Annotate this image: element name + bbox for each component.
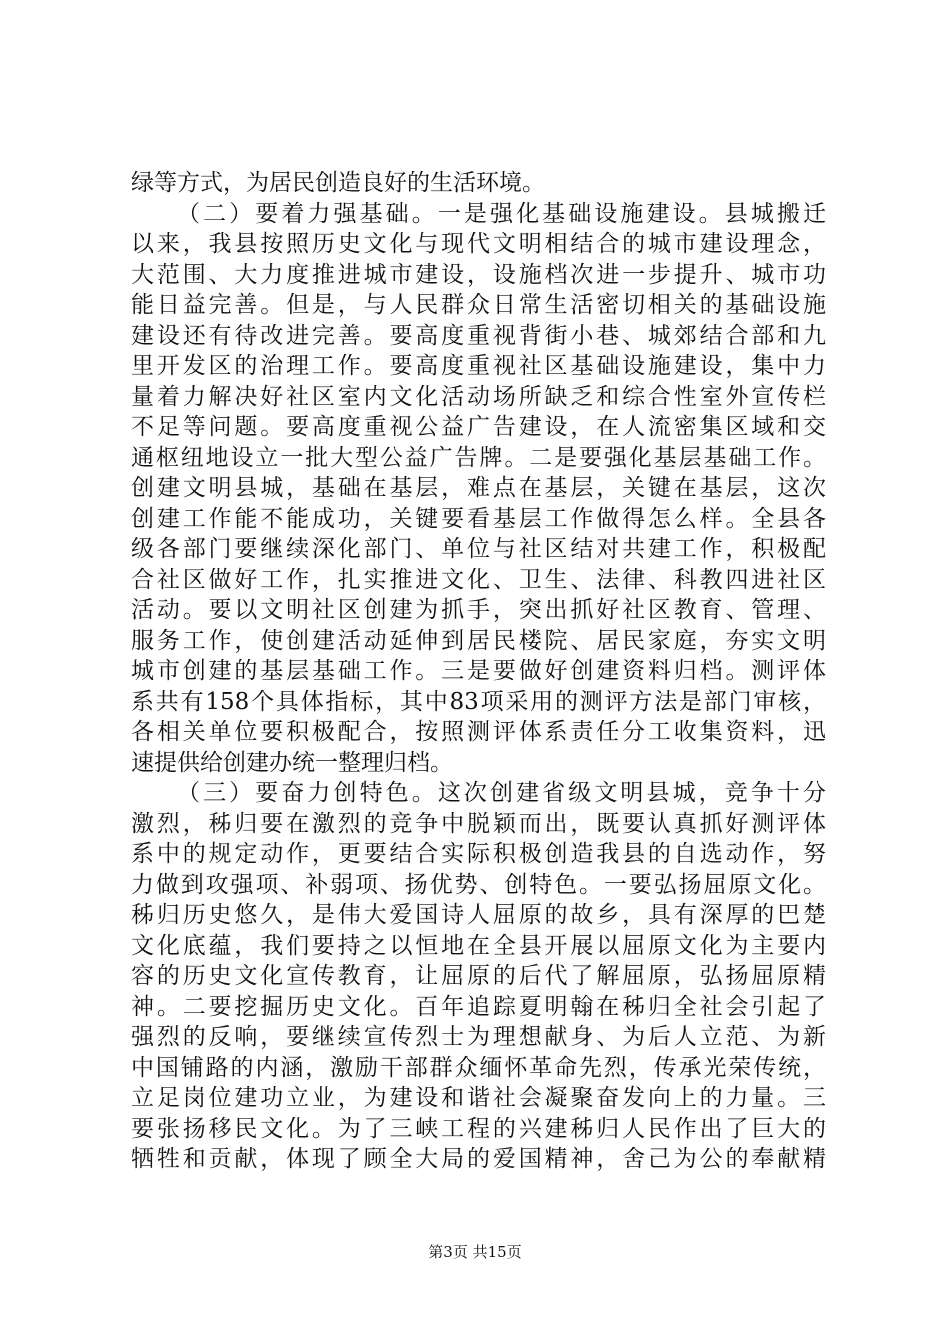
text-line-17: 城市创建的基层基础工作。三是要做好创建资料归档。测评体 [131,658,826,684]
text-line-21: （三）要奋力创特色。这次创建省级文明县城，竞争十分 [177,780,826,806]
text-line-06: 建设还有待改进完善。要高度重视背街小巷、城郊结合部和九 [131,322,826,349]
text-line-04: 大范围、大力度推进城市建设，设施档次进一步提升、城市功 [131,261,826,288]
text-line-08: 量着力解决好社区室内文化活动场所缺乏和综合性室外宣传栏 [131,383,826,410]
text-line-22: 激烈，秭归要在激烈的竞争中脱颖而出，既要认真抓好测评体 [131,810,826,837]
text-line-26: 文化底蕴，我们要持之以恒地在全县开展以屈原文化为主要内 [131,932,826,959]
text-line-32: 要张扬移民文化。为了三峡工程的兴建秭归人民作出了巨大的 [131,1115,826,1142]
text-line-23: 系中的规定动作，更要结合实际积极创造我县的自选动作，努 [131,841,826,867]
text-line-01: 绿等方式，为居民创造良好的生活环境。 [131,170,545,196]
text-line-29: 强烈的反响，要继续宣传烈士为理想献身、为后人立范、为新 [131,1024,826,1050]
text-line-05: 能日益完善。但是，与人民群众日常生活密切相关的基础设施 [131,292,826,318]
text-line-16: 服务工作，使创建活动延伸到居民楼院、居民家庭，夯实文明 [131,627,826,654]
text-line-10: 通枢纽地设立一批大型公益广告牌。二是要强化基层基础工作。 [131,444,826,471]
text-line-07: 里开发区的治理工作。要高度重视社区基础设施建设，集中力 [131,353,826,379]
text-line-13: 级各部门要继续深化部门、单位与社区结对共建工作，积极配 [131,536,826,562]
text-line-14: 合社区做好工作，扎实推进文化、卫生、法律、科教四进社区 [131,566,826,593]
text-line-33: 牺牲和贡献，体现了顾全大局的爱国精神，舍己为公的奉献精 [131,1146,826,1172]
text-line-12: 创建工作能不能成功，关键要看基层工作做得怎么样。全县各 [131,505,826,532]
text-line-19: 各相关单位要积极配合，按照测评体系责任分工收集资料，迅 [131,719,826,745]
text-line-25: 秭归历史悠久，是伟大爱国诗人屈原的故乡，具有深厚的巴楚 [131,902,826,928]
document-body [131,168,826,1175]
text-line-31: 立足岗位建功立业，为建设和谐社会凝聚奋发向上的力量。三 [131,1085,826,1111]
text-line-15: 活动。要以文明社区创建为抓手，突出抓好社区教育、管理、 [131,597,826,623]
text-line-24: 力做到攻强项、补弱项、扬优势、创特色。一要弘扬屈原文化。 [131,871,826,898]
text-line-09: 不足等问题。要高度重视公益广告建设，在人流密集区域和交 [131,414,826,440]
text-line-30: 中国铺路的内涵，激励干部群众缅怀革命先烈，传承光荣传统， [131,1054,826,1081]
text-line-20: 速提供给创建办统一整理归档。 [131,749,453,776]
text-line-02: （二）要着力强基础。一是强化基础设施建设。县城搬迁 [177,200,826,227]
text-line-27: 容的历史文化宣传教育，让屈原的后代了解屈原，弘扬屈原精 [131,963,826,989]
text-line-18: 系共有158个具体指标，其中83项采用的测评方法是部门审核， [131,688,826,715]
page-number-label: 第3页 共15页 [428,1243,522,1261]
text-line-11: 创建文明县城，基础在基层，难点在基层，关键在基层，这次 [131,475,826,501]
text-line-03: 以来，我县按照历史文化与现代文明相结合的城市建设理念， [131,231,826,257]
page-footer [0,1242,950,1262]
text-line-28: 神。二要挖掘历史文化。百年追踪夏明翰在秭归全社会引起了 [131,993,826,1020]
